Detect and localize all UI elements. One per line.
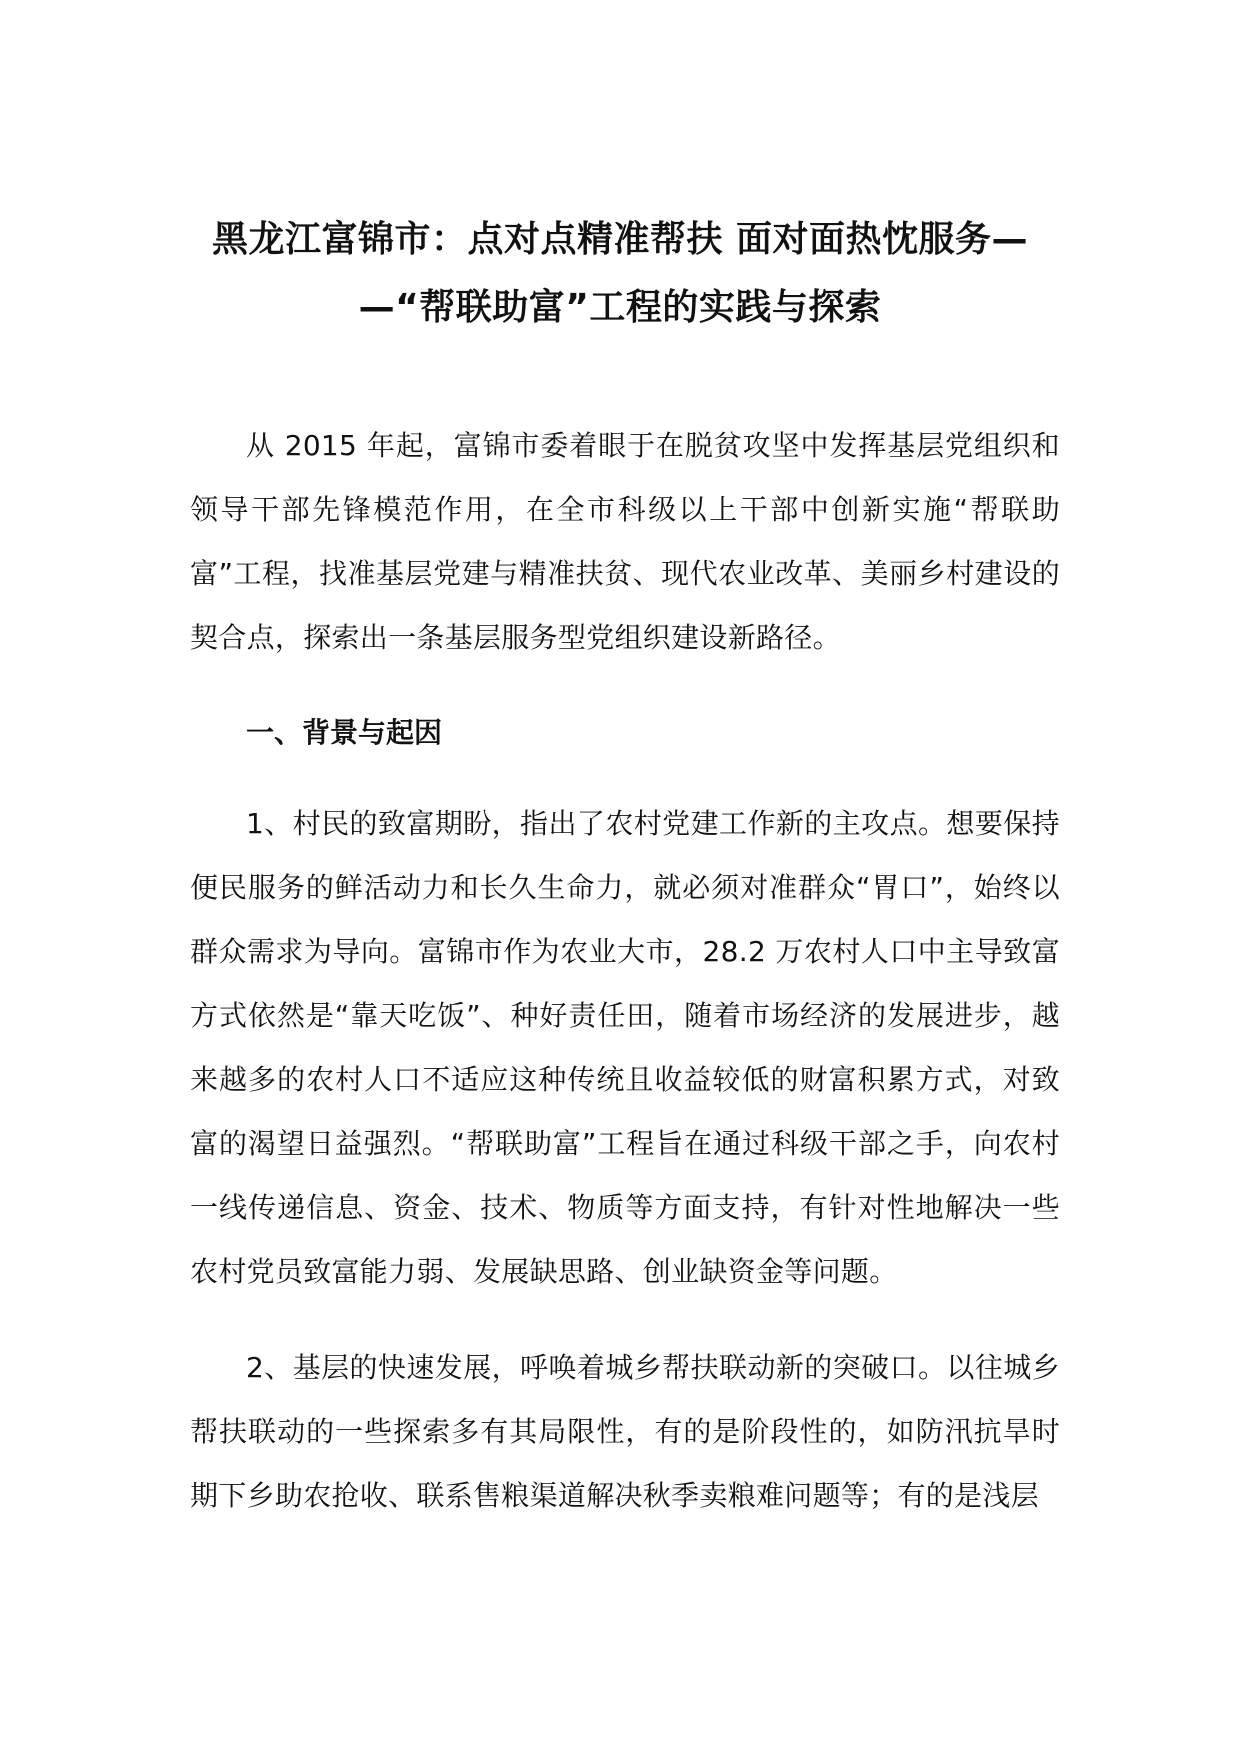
- document-title: [190, 206, 1050, 342]
- title-line-1: 黑龙江富锦市：点对点精准帮扶 面对面热忱服务—: [211, 219, 1029, 260]
- paragraph-point-2: 2、基层的快速发展，呼唤着城乡帮扶联动新的突破口。以往城乡帮扶联动的一些探索多有其局限性，有的是阶段性的，如防汛抗旱时期下乡助农抢收、联系售粮渠道解决秋季卖粮难问题等；有的是浅层: [190, 1351, 1060, 1512]
- document-body: [190, 414, 1060, 1528]
- title-line-2: —“帮联助富”工程的实践与探索: [358, 287, 882, 328]
- paragraph-point-1: 1、村民的致富期盼，指出了农村党建工作新的主攻点。想要保持便民服务的鲜活动力和长久生命力，就必须对准群众“胃口”，始终以群众需求为导向。富锦市作为农业大市，28.2 万农村人口中主导致富方式依然是“靠天吃饭”、种好责任田，随着市场经济的发展进步，越来越多的农村人口不适应这种传统且收益较低的财富积累方式，对致富的渴望日益强烈。“帮联助富”工程旨在通过科级干部之手，向农村一线传递信息、资金、技术、物质等方面支持，有针对性地解决一些农村党员致富能力弱、发展缺思路、创业缺资金等问题。: [190, 807, 1060, 1288]
- section-heading: 一、背景与起因: [246, 716, 443, 749]
- intro-paragraph: 从 2015 年起，富锦市委着眼于在脱贫攻坚中发挥基层党组织和领导干部先锋模范作用，在全市科级以上干部中创新实施“帮联助富”工程，找准基层党建与精准扶贫、现代农业改革、美丽乡村建设的契合点，探索出一条基层服务型党组织建设新路径。: [190, 429, 1060, 654]
